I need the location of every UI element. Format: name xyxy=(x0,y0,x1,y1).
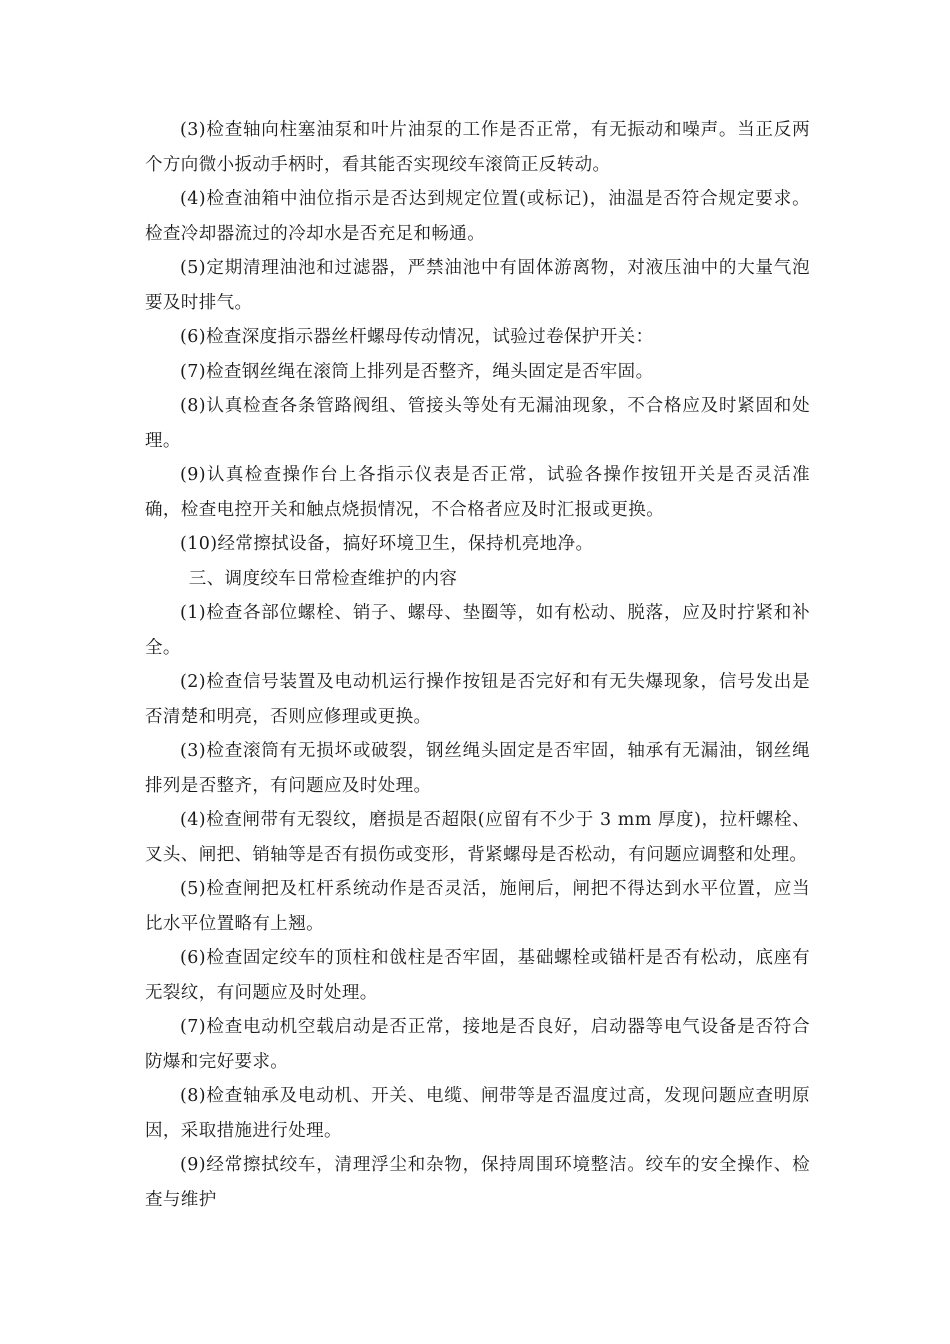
paragraph-dispatch-8-temperature: (8)检查轴承及电动机、开关、电缆、闸带等是否温度过高，发现问题应查明原因，采取措施进行处理。 xyxy=(145,1086,810,1141)
paragraph-item-9-console: (9)认真检查操作台上各指示仪表是否正常，试验各操作按钮开关是否灵活准确，检查电控开关和触点烧损情况，不合格者应及时汇报或更换。 xyxy=(145,465,810,520)
section-heading: 三、调度绞车日常检查维护的内容 xyxy=(188,568,458,589)
paragraph-item-6-depth-indicator: (6)检查深度指示器丝杆螺母传动情况，试验过卷保护开关： xyxy=(180,327,654,347)
paragraph-dispatch-3-drum: (3)检查滚筒有无损坏或破裂，钢丝绳头固定是否牢固，轴承有无漏油，钢丝绳排列是否整齐，有问题应及时处理。 xyxy=(145,741,810,796)
paragraph-dispatch-1-bolts: (1)检查各部位螺栓、销子、螺母、垫圈等，如有松动、脱落，应及时拧紧和补全。 xyxy=(145,603,810,658)
paragraph-item-4-oil-level: (4)检查油箱中油位指示是否达到规定位置(或标记)，油温是否符合规定要求。检查冷却器流过的冷却水是否充足和畅通。 xyxy=(145,189,810,244)
paragraph-item-7-wire-rope: (7)检查钢丝绳在滚筒上排列是否整齐，绳头固定是否牢固。 xyxy=(180,361,654,382)
paragraph-item-3-pump-check: (3)检查轴向柱塞油泵和叶片油泵的工作是否正常，有无振动和噪声。当正反两个方向微小扳动手柄时，看其能否实现绞车滚筒正反转动。 xyxy=(145,120,810,175)
paragraph-item-5-oil-pool: (5)定期清理油池和过滤器，严禁油池中有固体游离物，对液压油中的大量气泡要及时排气。 xyxy=(145,258,810,313)
document-body xyxy=(145,113,810,1217)
paragraph-dispatch-6-props: (6)检查固定绞车的顶柱和戗柱是否牢固，基础螺栓或锚杆是否有松动，底座有无裂纹，有问题应及时处理。 xyxy=(145,948,810,1003)
paragraph-dispatch-9-cleaning: (9)经常擦拭绞车，清理浮尘和杂物，保持周围环境整洁。绞车的安全操作、检查与维护 xyxy=(145,1155,810,1210)
paragraph-dispatch-5-brake-lever: (5)检查闸把及杠杆系统动作是否灵活，施闸后，闸把不得达到水平位置，应当比水平位置略有上翘。 xyxy=(145,879,810,934)
paragraph-item-8-oil-leak: (8)认真检查各条管路阀组、管接头等处有无漏油现象，不合格应及时紧固和处理。 xyxy=(145,396,810,451)
paragraph-dispatch-2-signal: (2)检查信号装置及电动机运行操作按钮是否完好和有无失爆现象，信号发出是否清楚和明亮，否则应修理或更换。 xyxy=(145,672,810,727)
paragraph-dispatch-7-motor: (7)检查电动机空载启动是否正常，接地是否良好，启动器等电气设备是否符合防爆和完好要求。 xyxy=(145,1017,810,1072)
paragraph-dispatch-4-brake-band: (4)检查闸带有无裂纹，磨损是否超限(应留有不少于 3 mm 厚度)，拉杆螺栓、叉头、闸把、销轴等是否有损伤或变形，背紧螺母是否松动，有问题应调整和处理。 xyxy=(145,810,810,865)
paragraph-item-10-cleaning: (10)经常擦拭设备，搞好环境卫生，保持机亮地净。 xyxy=(180,534,594,554)
